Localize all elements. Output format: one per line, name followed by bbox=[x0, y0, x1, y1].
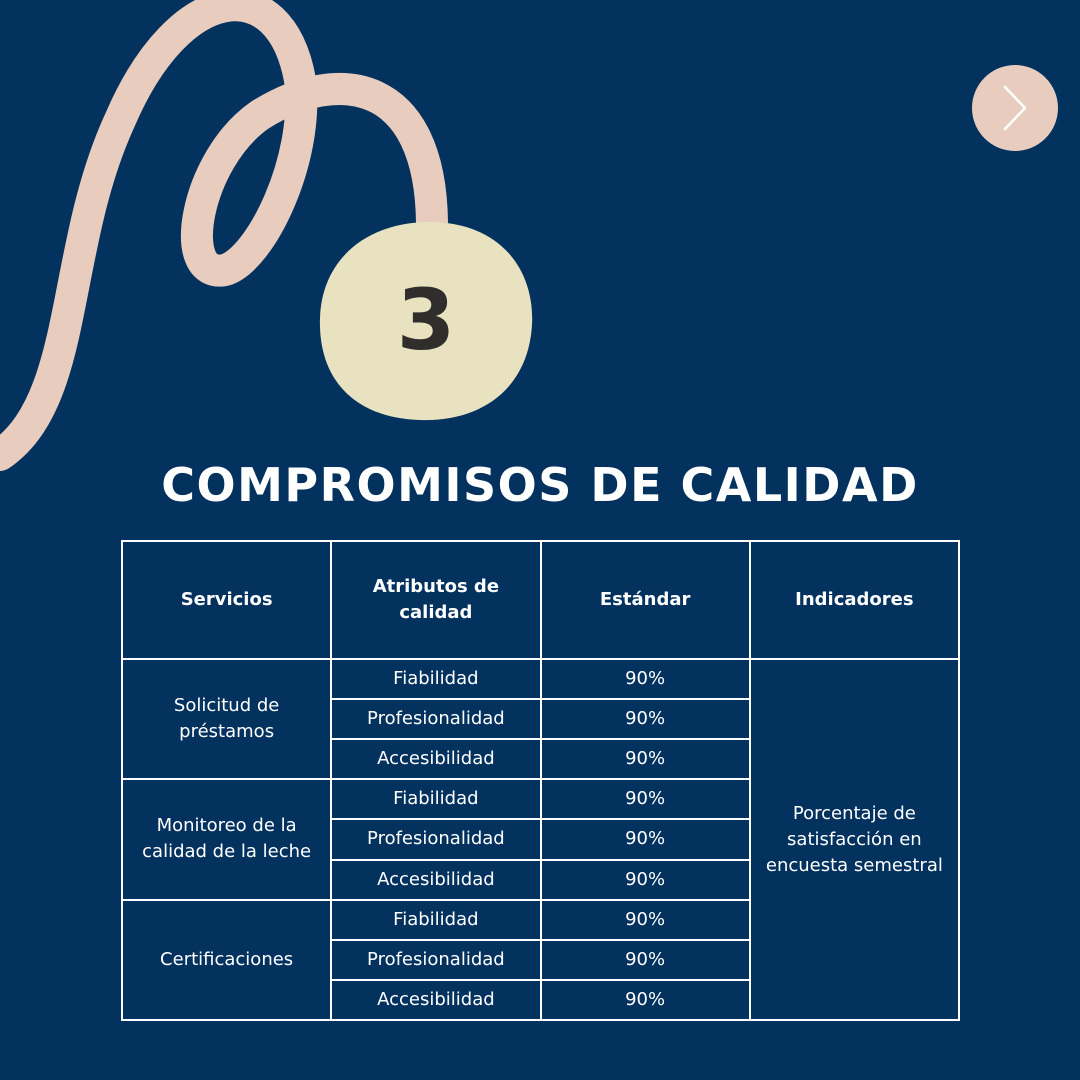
attribute-cell: Fiabilidad bbox=[331, 779, 540, 819]
chevron-right-icon bbox=[995, 83, 1035, 133]
attribute-cell: Fiabilidad bbox=[331, 659, 540, 699]
standard-cell: 90% bbox=[541, 739, 750, 779]
standard-cell: 90% bbox=[541, 699, 750, 739]
standard-cell: 90% bbox=[541, 819, 750, 859]
attribute-cell: Profesionalidad bbox=[331, 940, 540, 980]
page-title: COMPROMISOS DE CALIDAD bbox=[161, 458, 919, 512]
attribute-cell: Accesibilidad bbox=[331, 980, 540, 1020]
standard-cell: 90% bbox=[541, 900, 750, 940]
header-atributos: Atributos de calidad bbox=[331, 541, 540, 659]
standard-cell: 90% bbox=[541, 779, 750, 819]
header-servicios: Servicios bbox=[122, 541, 331, 659]
standard-cell: 90% bbox=[541, 980, 750, 1020]
attribute-cell: Fiabilidad bbox=[331, 900, 540, 940]
table-header-row bbox=[122, 541, 959, 659]
table-row bbox=[122, 659, 959, 699]
header-indicadores: Indicadores bbox=[750, 541, 959, 659]
service-cell: Solicitud de préstamos bbox=[122, 659, 331, 779]
attribute-cell: Accesibilidad bbox=[331, 860, 540, 900]
attribute-cell: Profesionalidad bbox=[331, 699, 540, 739]
service-cell: Monitoreo de la calidad de la leche bbox=[122, 779, 331, 899]
next-button[interactable] bbox=[972, 65, 1058, 151]
standard-cell: 90% bbox=[541, 659, 750, 699]
indicator-cell: Porcentaje de satisfacción en encuesta semestral bbox=[750, 659, 959, 1020]
slide-number: 3 bbox=[396, 271, 456, 369]
standard-cell: 90% bbox=[541, 860, 750, 900]
quality-commitments-table bbox=[121, 540, 960, 1021]
service-cell: Certificaciones bbox=[122, 900, 331, 1020]
attribute-cell: Profesionalidad bbox=[331, 819, 540, 859]
header-estandar: Estándar bbox=[541, 541, 750, 659]
standard-cell: 90% bbox=[541, 940, 750, 980]
attribute-cell: Accesibilidad bbox=[331, 739, 540, 779]
